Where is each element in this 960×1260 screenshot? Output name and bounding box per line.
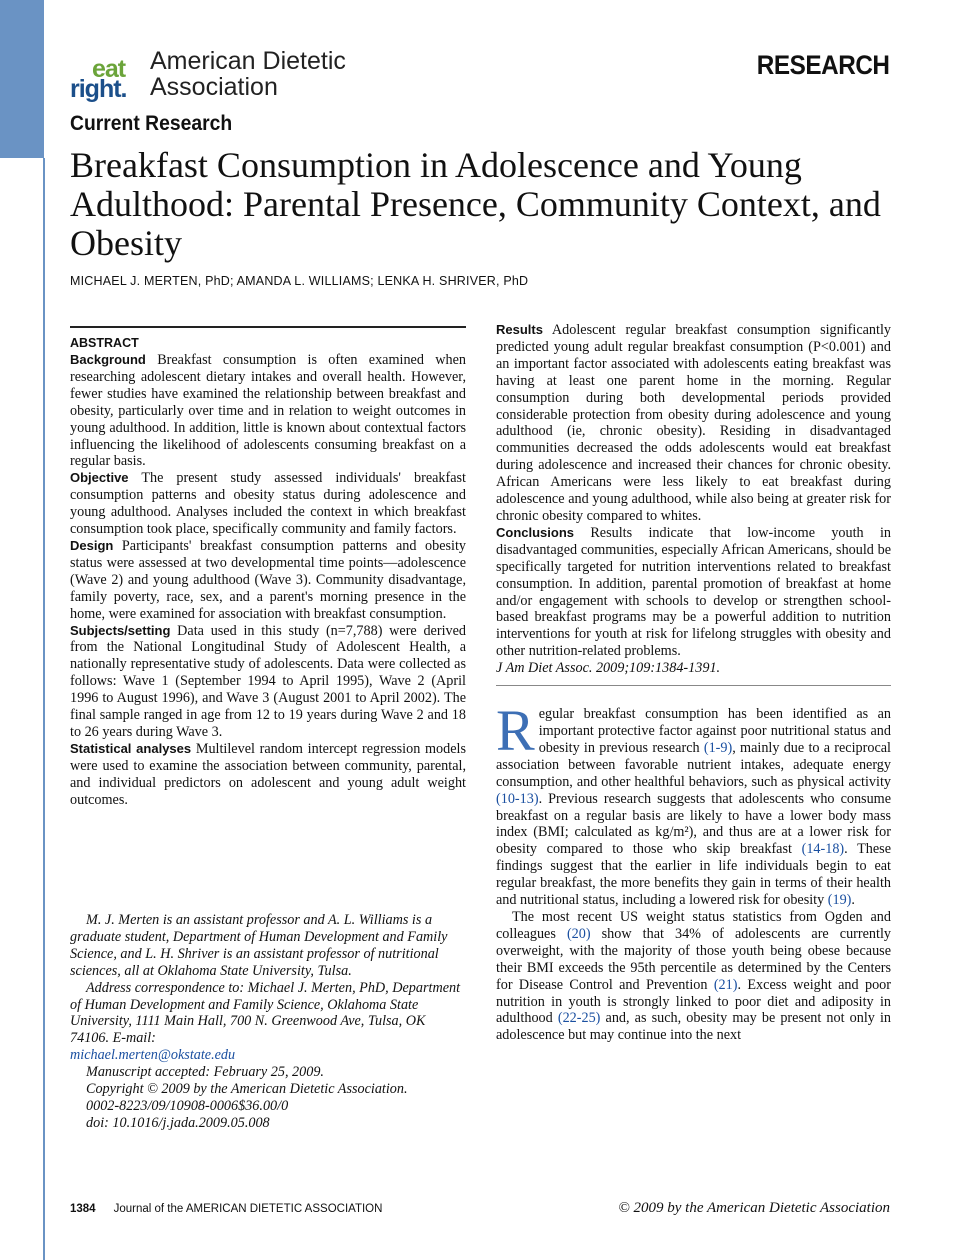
body-text: egular breakfast consumption has been identified as an important protective factor against poor nutritional status and obesity in previous research	[538, 706, 891, 756]
reference-link[interactable]: (19)	[827, 892, 852, 909]
abstract-citation: J Am Diet Assoc. 2009;109:1384-1391.	[496, 660, 721, 677]
body-text: . Excess weight and poor nutrition in youth is strongly linked to poor diet and adiposity in adulthood	[496, 976, 891, 1027]
conclusions-label: Conclusions	[496, 524, 575, 540]
article-title: Breakfast Consumption in Adolescence and Young Adulthood: Parental Presence, Community Context, and Obesity	[70, 145, 881, 263]
abstract-results	[496, 322, 891, 525]
reference-link[interactable]: (22-25)	[557, 1010, 601, 1027]
sidebar-accent-line	[43, 158, 45, 1260]
conclusions-text: Results indicate that low-income youth in disadvantaged communities, especially African Americans, should be specifically targeted for nutrition interventions related to breakfast consumption. In addition, parental promotion of breakfast at home and/or engagement with schools to develop or strengthen school-based breakfast programs may be a powerful addition to nutrition interventions for youth at risk for lifelong struggles with obesity and other nutrition-related problems.	[496, 524, 892, 660]
logo-eat-text: eat	[92, 55, 126, 83]
results-label: Results	[496, 322, 543, 337]
abstract-heading: ABSTRACT	[70, 336, 139, 350]
reference-link[interactable]: (21)	[713, 976, 738, 993]
article-authors: MICHAEL J. MERTEN, PhD; AMANDA L. WILLIAMS; LENKA H. SHRIVER, PhD	[70, 274, 529, 288]
subjects-text: Data used in this study (n=7,788) were derived from the National Longitudinal Study of Adolescent Health, a nationally representative study of adolescents. Data were collected as follows: Wave 1 (September 1994 to April 1995), Wave 2 (April 1996 to August 1996), and Wave 3 (August 2001 to April 2002). The final sample ranged in age from 12 to 19 years during Wave 2 and 18 to 26 years during Wave 3.	[70, 622, 467, 740]
design-text: Participants' breakfast consumption patterns and obesity status were assessed at two developmental time points—adolescence (Wave 2) and young adulthood (Wave 3). Community disadvantage, family poverty, race, sex, and a parent's morning presence in the home, were examined for association with breakfast consumption.	[70, 537, 466, 622]
logo-name-line2: Association	[150, 73, 278, 101]
abstract-background	[70, 352, 466, 470]
subjects-label: Subjects/setting	[70, 622, 171, 638]
abstract-conclusions	[496, 525, 891, 660]
background-label: Background	[70, 352, 146, 367]
footer-copyright: © 2009 by the American Dietetic Association	[618, 1200, 890, 1216]
design-label: Design	[70, 537, 114, 553]
author-notes	[70, 912, 466, 1132]
abstract-analyses	[70, 741, 466, 809]
analyses-label: Statistical analyses	[70, 740, 192, 756]
body-text: . These findings suggest that the earlier in life individuals begin to eat regular breakfast, the more benefits they gain in terms of their health and nutritional status, including a lowered risk for obesity	[496, 841, 891, 909]
drop-cap: R	[496, 698, 535, 764]
body-text: .	[851, 892, 855, 909]
reference-link[interactable]: (1-9)	[703, 739, 733, 756]
doi-text: doi: 10.1016/j.jada.2009.05.008	[86, 1114, 270, 1131]
logo-name-line1: American Dietetic	[150, 47, 346, 75]
address-text: Address correspondence to: Michael J. Merten, PhD, Department of Human Development and Family Science, Oklahoma State University, 1111 Main Hall, 700 N. Greenwood Ave, Tulsa, OK 74106. E-mail:	[70, 979, 461, 1047]
body-text: show that 34% of adolescents are currently overweight, with the majority of those youth being obese because their BMI exceeds the 95th percentile as determined by the Centers for Disease Control and Prevention	[496, 925, 891, 993]
correspondence-address	[70, 980, 466, 1065]
sidebar-accent-bar	[0, 0, 44, 158]
copyright-note: Copyright © 2009 by the American Dietetic Association.	[86, 1081, 408, 1098]
eat-right-logo-mark	[70, 54, 142, 104]
ada-logo	[70, 48, 370, 104]
section-label: RESEARCH	[757, 50, 890, 80]
objective-label: Objective	[70, 470, 129, 486]
abstract-top-rule	[70, 326, 466, 328]
body-paragraph-1	[496, 698, 891, 909]
reference-link[interactable]: (10-13)	[496, 790, 539, 807]
author-affiliation: M. J. Merten is an assistant professor and A. L. Williams is a graduate student, Department of Human Development and Family Science, and L. H. Shriver is an assistant professor of nutritional sciences, all at Oklahoma State University, Tulsa.	[70, 912, 448, 979]
page-number: 1384	[70, 1203, 96, 1215]
abstract-left-column	[70, 326, 466, 808]
accepted-date: Manuscript accepted: February 25, 2009.	[86, 1064, 324, 1081]
abstract-design	[70, 538, 466, 623]
abstract-right-column	[496, 322, 891, 1044]
abstract-bottom-rule	[496, 685, 891, 686]
abstract-subjects	[70, 623, 466, 741]
article-category: Current Research	[70, 112, 233, 135]
body-text: and, as such, obesity may be present not only in adolescence but may continue into the next	[496, 1010, 892, 1044]
body-text: , mainly due to a reciprocal association between favorable nutrient intakes, adequate energy consumption, and other healthful behaviors, such as physical activity	[496, 739, 891, 790]
journal-name: Journal of the AMERICAN DIETETIC ASSOCIATION	[113, 1203, 383, 1215]
results-text: Adolescent regular breakfast consumption significantly predicted young adult regular breakfast consumption (P<0.001) and an important factor associated with adolescents eating breakfast was having at least one parent home in the morning. Regular consumption during both developmental periods provided considerable protection from obesity during adolescence and young adulthood (ie, chronic obesity). Residing in disadvantaged communities decreased the odds adolescents would eat breakfast during adolescence and increased their chances for chronic obesity. African Americans were less likely to eat breakfast during adolescence and young adulthood, while also being at greater risk for chronic obesity compared to whites.	[496, 322, 891, 524]
logo-organization-name	[150, 48, 346, 100]
background-text: Breakfast consumption is often examined when researching adolescent dietary intakes and overall health. However, fewer studies have examined the relationship between breakfast and obesity, particularly over time and in relation to weight outcomes in young adulthood. In addition, little is known about contextual factors influencing the likelihood of adolescents consuming breakfast on a regular basis.	[70, 352, 467, 470]
reference-link[interactable]: (14-18)	[801, 841, 845, 858]
issn-code: 0002-8223/09/10908-0006$36.00/0	[86, 1097, 289, 1114]
logo-right-text: right.	[70, 75, 127, 103]
body-text: . Previous research suggests that adolescents who consume breakfast on a regular basis are likely to have a lower body mass index (BMI; calculated as kg/m²), and thus are at a lower risk for obesity compared to those who skip breakfast	[496, 790, 891, 858]
objective-text: The present study assessed individuals' breakfast consumption patterns and obesity status during adolescence and young adulthood. Analyses included the context in which breakfast consumption took place, specifically community and family factors.	[70, 470, 466, 538]
abstract-objective	[70, 470, 466, 538]
email-link[interactable]: michael.merten@okstate.edu	[70, 1047, 236, 1064]
analyses-text: Multilevel random intercept regression models were used to examine the association between community, parental, and individual predictors on adolescent and young adult weight outcomes.	[70, 740, 466, 808]
body-text: The most recent US weight status statistics from Ogden and colleagues	[496, 909, 891, 942]
article-body	[496, 698, 892, 1044]
body-paragraph-2	[496, 909, 891, 1044]
reference-link[interactable]: (20)	[566, 925, 591, 942]
page-footer-left	[70, 1203, 382, 1215]
